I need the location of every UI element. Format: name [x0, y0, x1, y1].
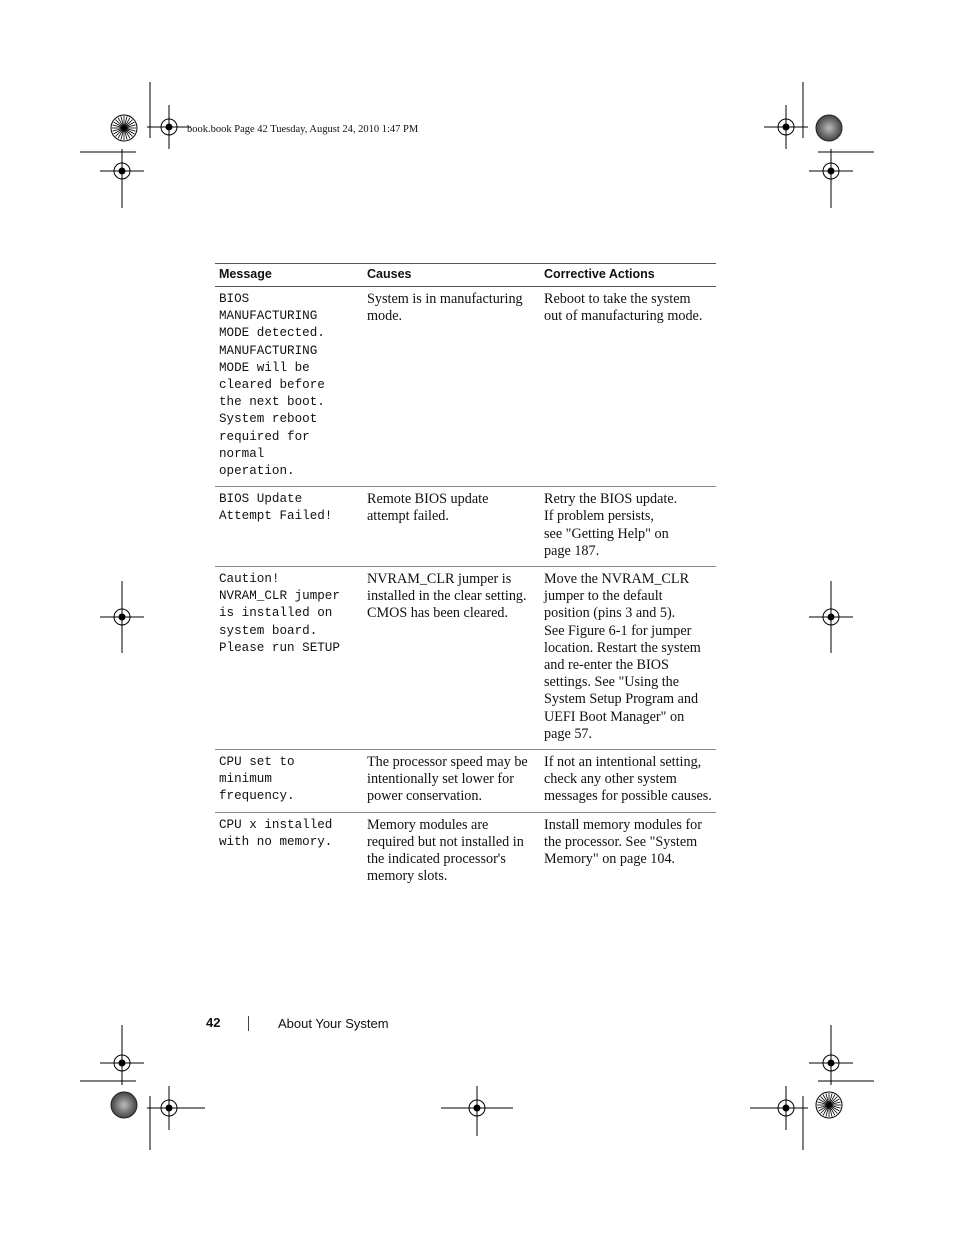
causes-line: the indicated processor's	[367, 851, 506, 868]
message-line: System reboot	[219, 412, 318, 427]
message-line: BIOS Update	[219, 492, 303, 507]
message-line: MODE will be	[219, 360, 310, 375]
causes-line: The processor speed may be	[367, 754, 528, 771]
message-line: minimum	[219, 772, 272, 787]
actions-line: See Figure 6-1 for jumper	[544, 622, 692, 639]
actions-cell	[540, 287, 716, 487]
message-line: BIOS	[219, 292, 250, 306]
actions-line: UEFI Boot Manager" on	[544, 708, 685, 725]
message-line: the next boot.	[219, 395, 325, 410]
message-line: Caution!	[219, 572, 280, 587]
causes-line: required but not installed in	[367, 833, 524, 850]
message-line: required for	[219, 429, 310, 444]
actions-line: Retry the BIOS update.	[544, 491, 678, 508]
actions-line: Move the NVRAM_CLR	[544, 571, 690, 588]
actions-cell	[540, 812, 716, 891]
causes-line: intentionally set lower for	[367, 771, 514, 788]
message-cell	[215, 750, 363, 813]
causes-line: memory slots.	[367, 868, 448, 885]
table-body	[215, 287, 716, 892]
message-cell	[215, 287, 363, 487]
column-header-corrective-actions: Corrective Actions	[540, 264, 716, 287]
footer-divider	[248, 1016, 249, 1031]
causes-line: System is in manufacturing	[367, 291, 523, 307]
table-row	[215, 812, 716, 891]
message-line: Attempt Failed!	[219, 509, 333, 524]
table-row	[215, 287, 716, 487]
causes-line: installed in the clear setting.	[367, 588, 527, 605]
causes-line: Memory modules are	[367, 816, 489, 833]
message-line: MANUFACTURING	[219, 309, 318, 324]
causes-line: attempt failed.	[367, 508, 449, 525]
causes-cell	[363, 812, 540, 891]
message-line: with no memory.	[219, 834, 333, 849]
message-line: system board.	[219, 623, 318, 638]
column-header-message: Message	[215, 264, 363, 287]
actions-line: see "Getting Help" on	[544, 525, 669, 542]
actions-cell	[540, 567, 716, 750]
message-cell	[215, 487, 363, 567]
actions-line: settings. See "Using the	[544, 674, 680, 691]
message-cell	[215, 812, 363, 891]
actions-line: Reboot to take the system	[544, 291, 691, 307]
causes-cell	[363, 567, 540, 750]
message-line: is installed on	[219, 606, 333, 621]
actions-line: jumper to the default	[544, 588, 663, 605]
actions-line: System Setup Program and	[544, 691, 699, 708]
causes-cell	[363, 287, 540, 487]
actions-cell	[540, 750, 716, 813]
message-line: CPU set to	[219, 755, 295, 770]
actions-line: position (pins 3 and 5).	[544, 605, 676, 622]
message-line: operation.	[219, 464, 295, 479]
actions-line: and re-enter the BIOS	[544, 657, 669, 674]
page-number: 42	[206, 1015, 221, 1030]
table-header-row	[215, 264, 716, 287]
actions-line: Install memory modules for	[544, 816, 703, 833]
table-row	[215, 567, 716, 750]
causes-cell	[363, 487, 540, 567]
actions-line: messages for possible causes.	[544, 788, 712, 805]
column-header-causes: Causes	[363, 264, 540, 287]
message-line: NVRAM_CLR jumper	[219, 589, 340, 604]
causes-line: power conservation.	[367, 788, 483, 805]
actions-line: page 187.	[544, 542, 600, 559]
actions-line: page 57.	[544, 725, 593, 742]
causes-cell	[363, 750, 540, 813]
section-title: About Your System	[278, 1016, 389, 1031]
causes-line: NVRAM_CLR jumper is	[367, 571, 512, 588]
print-header: book.book Page 42 Tuesday, August 24, 2010 1:47 PM	[187, 124, 419, 135]
actions-line: If problem persists,	[544, 508, 654, 525]
system-messages-table	[215, 263, 716, 892]
actions-line: check any other system	[544, 771, 677, 788]
table-row	[215, 487, 716, 567]
actions-line: If not an intentional setting,	[544, 754, 702, 771]
message-cell	[215, 567, 363, 750]
message-line: MODE detected.	[219, 326, 325, 341]
message-line: frequency.	[219, 789, 295, 804]
actions-line: the processor. See "System	[544, 833, 698, 850]
message-line: Please run SETUP	[219, 640, 340, 655]
actions-line: Memory" on page 104.	[544, 851, 676, 868]
actions-line: out of manufacturing mode.	[544, 308, 703, 325]
actions-line: location. Restart the system	[544, 639, 701, 656]
table-row	[215, 750, 716, 813]
message-line: cleared before	[219, 378, 325, 393]
message-line: MANUFACTURING	[219, 343, 318, 358]
message-line: normal	[219, 446, 265, 461]
actions-cell	[540, 487, 716, 567]
causes-line: CMOS has been cleared.	[367, 605, 509, 622]
message-line: CPU x installed	[219, 817, 333, 832]
causes-line: mode.	[367, 308, 403, 325]
causes-line: Remote BIOS update	[367, 491, 489, 508]
